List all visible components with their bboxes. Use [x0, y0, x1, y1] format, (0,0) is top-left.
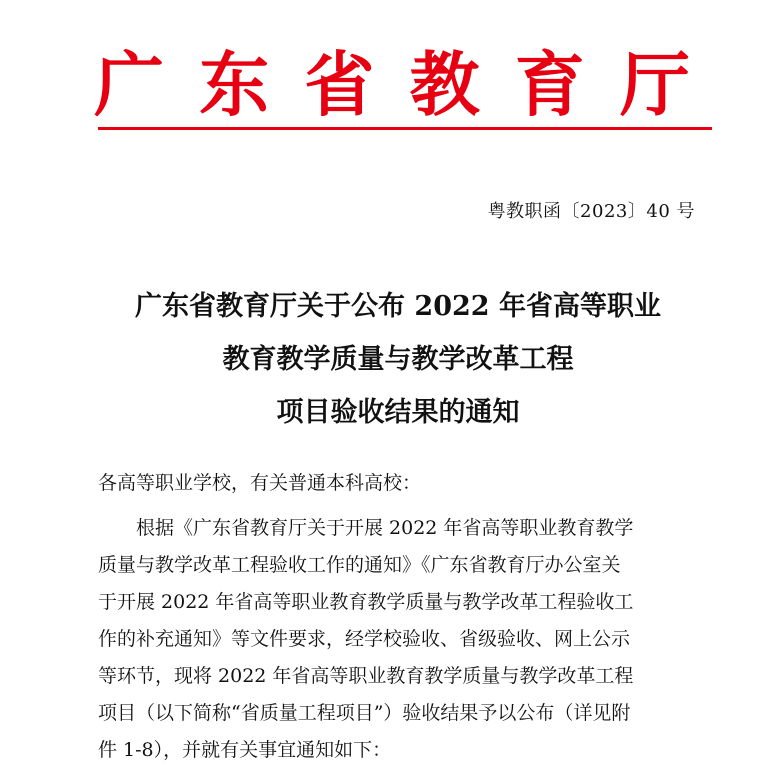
letterhead-char: 厅	[619, 44, 690, 126]
letterhead-char: 广	[94, 44, 164, 126]
body-paragraph	[98, 510, 712, 769]
body-line: 质量与教学改革工程验收工作的通知》《广东省教育厅办公室关	[98, 554, 621, 576]
title-line: 项目验收结果的通知	[276, 397, 520, 428]
body-line: 件 1-8），并就有关事宜通知如下：	[98, 739, 392, 761]
body-line: 作的补充通知》等文件要求，经学校验收、省级验收、网上公示	[98, 628, 631, 650]
title-line: 广东省教育厅关于公布 2022 年省高等职业	[135, 291, 661, 322]
body-line: 等环节，现将 2022 年省高等职业教育教学质量与教学改革工程	[98, 665, 634, 687]
title-line: 教育教学质量与教学改革工程	[222, 344, 574, 375]
body-line: 于开展 2022 年省高等职业教育教学质量与教学改革工程验收工	[98, 591, 634, 613]
letterhead-char: 教	[409, 44, 480, 126]
letterhead-divider	[98, 127, 712, 130]
document-title	[98, 280, 698, 439]
letterhead-title	[94, 40, 690, 130]
salutation: 各高等职业学校，有关普通本科高校：	[98, 472, 422, 494]
body-line: 根据《广东省教育厅关于开展 2022 年省高等职业教育教学	[136, 517, 634, 539]
letterhead-char: 东	[199, 44, 270, 126]
letterhead-char: 育	[514, 44, 585, 126]
document-number: 粤教职函〔2023〕40 号	[487, 201, 695, 222]
body-line: 项目（以下简称“省质量工程项目”）验收结果予以公布（详见附	[98, 702, 631, 724]
letterhead-char: 省	[304, 44, 375, 126]
